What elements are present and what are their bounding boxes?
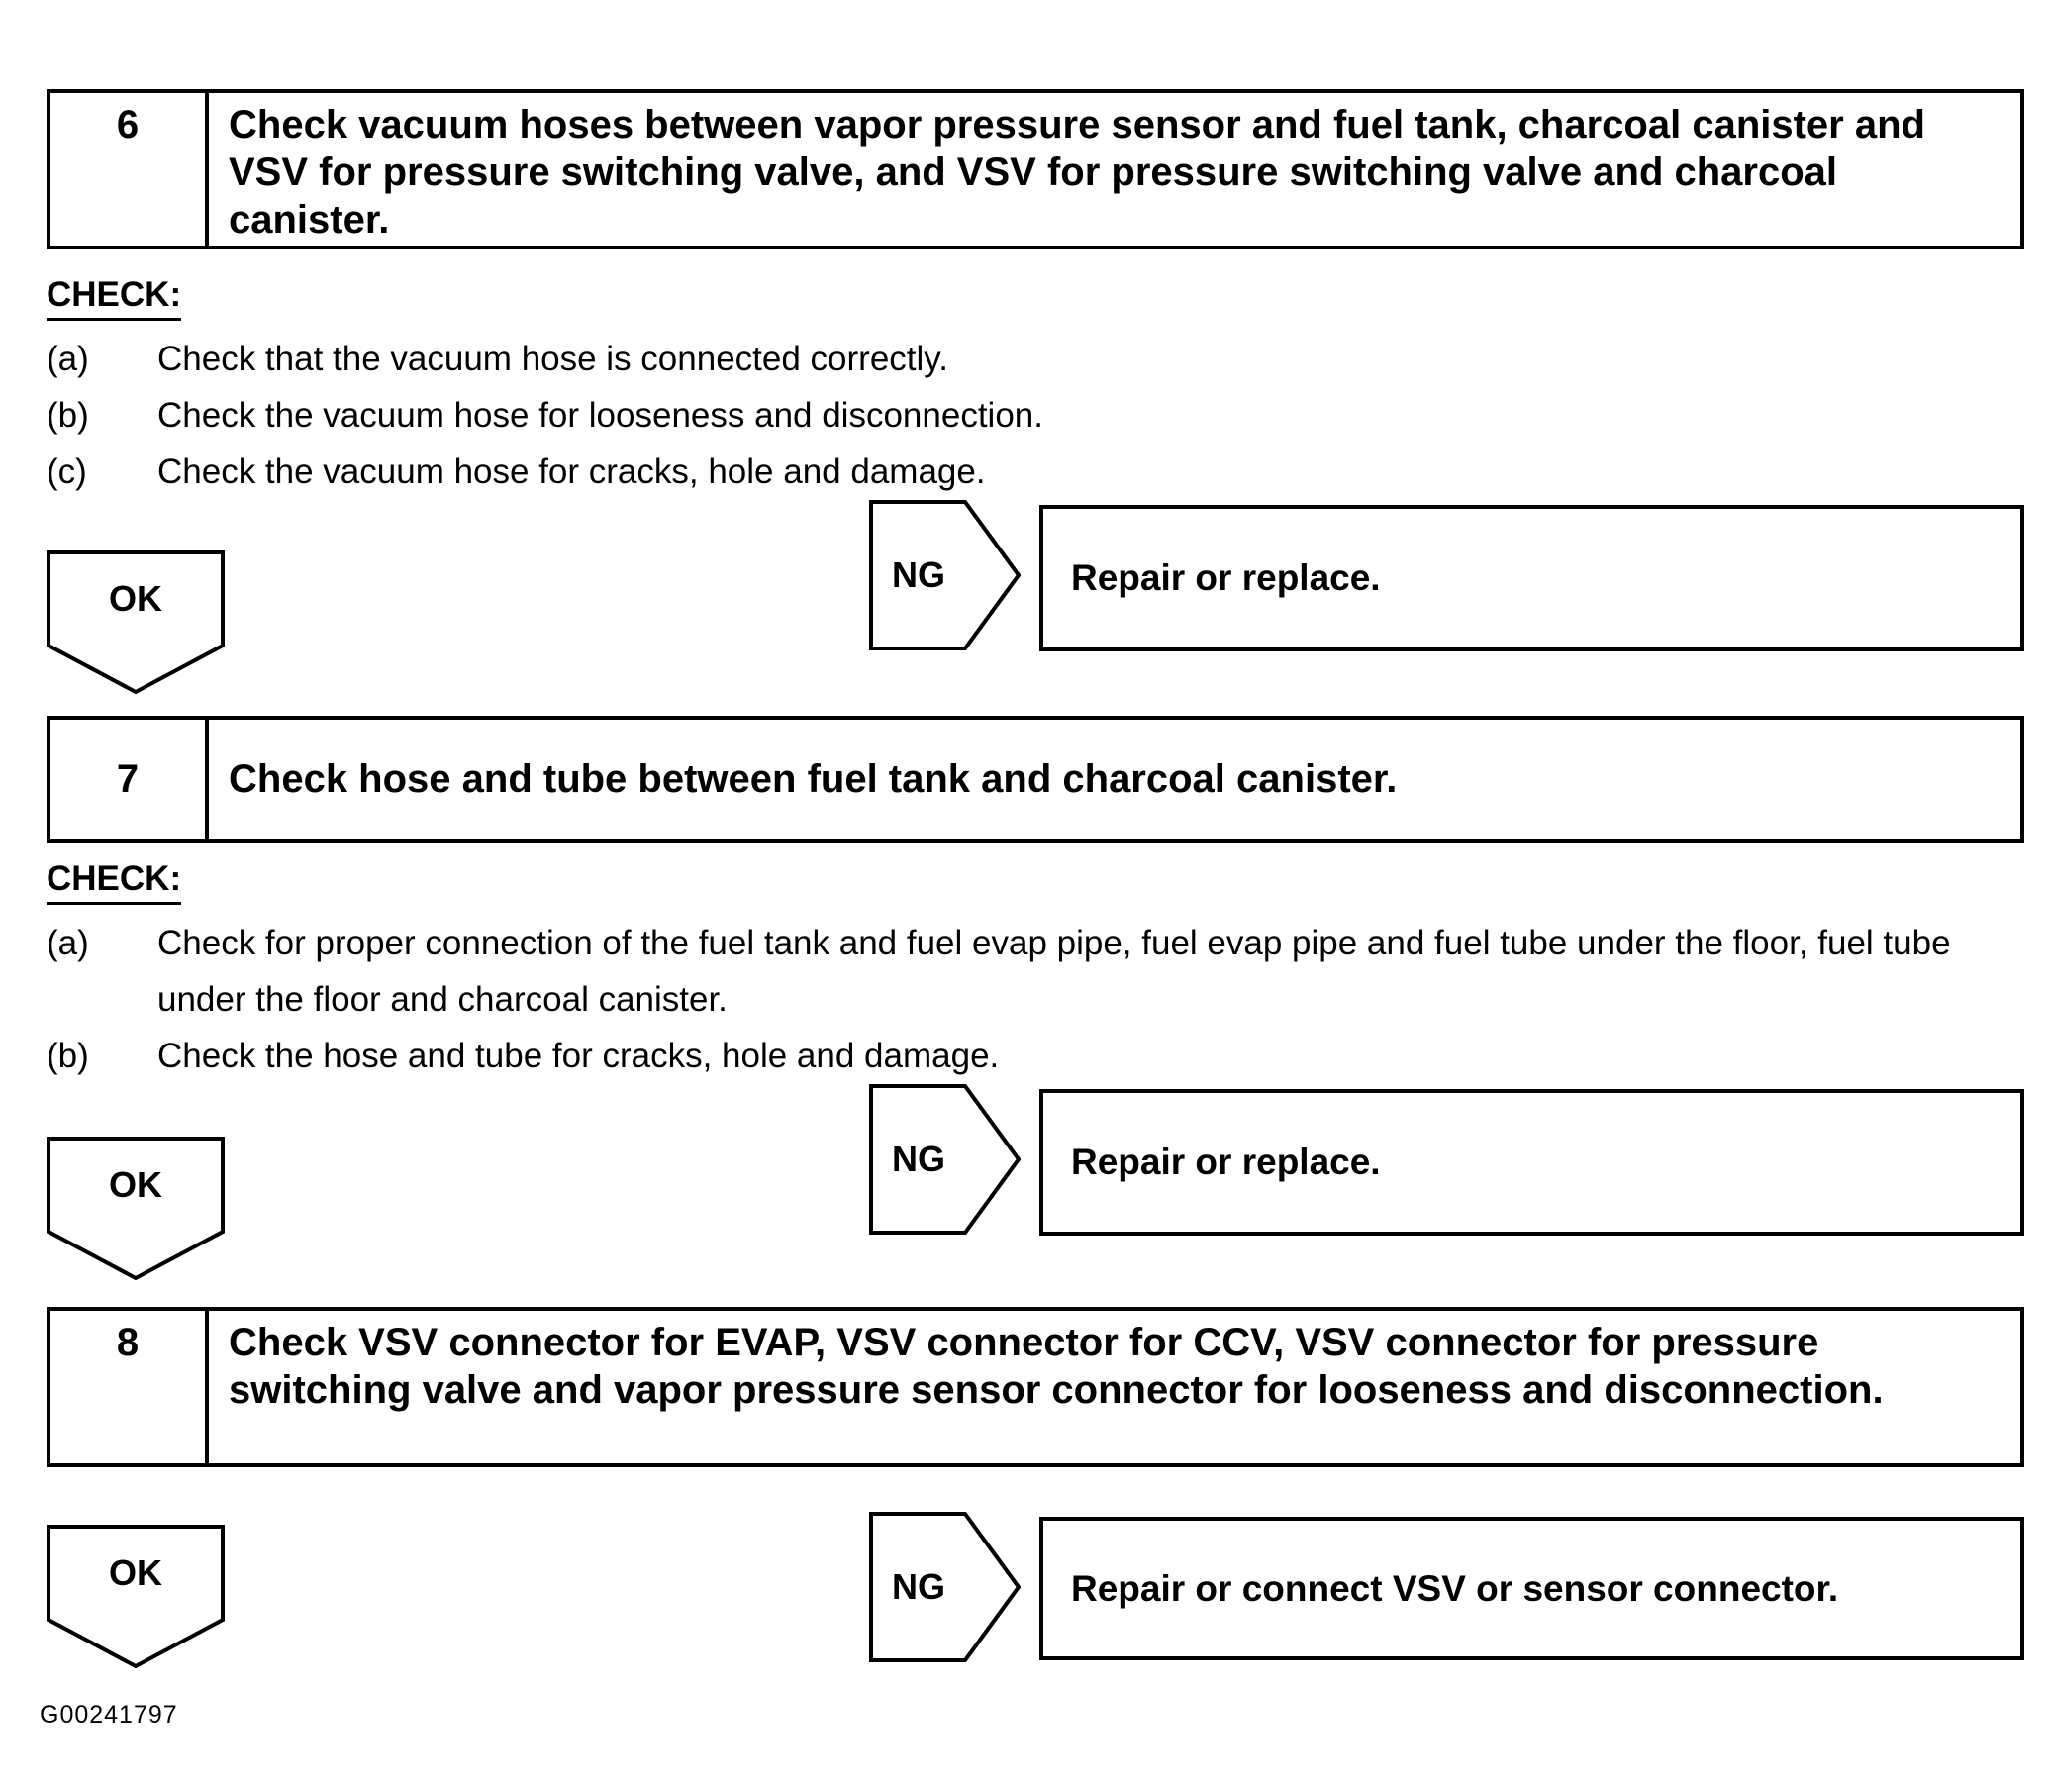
check-section-7 — [47, 859, 2018, 1084]
check-item — [47, 331, 2018, 387]
ng-label: NG — [892, 1566, 945, 1607]
step-number: 8 — [50, 1311, 209, 1463]
step-title: Check vacuum hoses between vapor pressure sensor and fuel tank, charcoal canister and VSV for pressure switching valve, and VSV for pressure switching valve and charcoal canister. — [229, 103, 1925, 242]
ng-action-text: Repair or replace. — [1071, 557, 1381, 598]
ng-action-text: Repair or replace. — [1071, 1142, 1381, 1182]
check-item-text: Check for proper connection of the fuel tank and fuel evap pipe, fuel evap pipe and fuel tube under the floor, fuel tube under the floor and charcoal canister. — [157, 924, 1951, 1020]
ng-flow-arrow — [869, 1084, 1021, 1235]
step-title: Check VSV connector for EVAP, VSV connector for CCV, VSV connector for pressure switching valve and vapor pressure sensor connector for looseness and disconnection. — [229, 1321, 1884, 1412]
check-item-id: (b) — [47, 1037, 89, 1076]
ng-action-text: Repair or connect VSV or sensor connector. — [1071, 1567, 1839, 1609]
ok-flow-arrow — [47, 1137, 225, 1281]
check-item — [47, 915, 2018, 1028]
figure-id: G00241797 — [40, 1701, 178, 1729]
ok-label: OK — [109, 578, 162, 619]
check-item — [47, 444, 2018, 500]
ok-flow-arrow — [47, 550, 225, 695]
check-item-id: (c) — [47, 452, 87, 492]
check-item-text: Check that the vacuum hose is connected correctly. — [157, 340, 948, 379]
ng-action-box-7 — [1039, 1089, 2024, 1236]
step-box-6 — [47, 89, 2024, 249]
check-item-text: Check the vacuum hose for looseness and disconnection. — [157, 396, 1043, 436]
check-item-id: (a) — [47, 924, 89, 963]
ng-label: NG — [892, 1139, 945, 1179]
step-title: Check hose and tube between fuel tank and charcoal canister. — [229, 757, 1398, 801]
check-item-text: Check the vacuum hose for cracks, hole and damage. — [157, 452, 986, 492]
step-box-7 — [47, 716, 2024, 843]
check-item-text: Check the hose and tube for cracks, hole and damage. — [157, 1037, 1000, 1076]
ok-label: OK — [109, 1164, 162, 1205]
ng-flow-arrow — [869, 1512, 1021, 1662]
check-section-6 — [47, 275, 2018, 500]
step-number: 6 — [50, 93, 209, 246]
check-heading: CHECK: — [47, 275, 181, 321]
ng-flow-arrow — [869, 500, 1021, 650]
check-heading: CHECK: — [47, 859, 181, 905]
ng-label: NG — [892, 554, 945, 595]
ok-flow-arrow — [47, 1525, 225, 1669]
ng-action-box-6 — [1039, 505, 2024, 651]
check-item-id: (a) — [47, 340, 89, 379]
check-item — [47, 1028, 2018, 1084]
ok-label: OK — [109, 1552, 162, 1593]
check-item-id: (b) — [47, 396, 89, 436]
check-item — [47, 387, 2018, 444]
step-box-8 — [47, 1307, 2024, 1467]
ng-action-box-8 — [1039, 1517, 2024, 1660]
step-number: 7 — [50, 720, 209, 839]
